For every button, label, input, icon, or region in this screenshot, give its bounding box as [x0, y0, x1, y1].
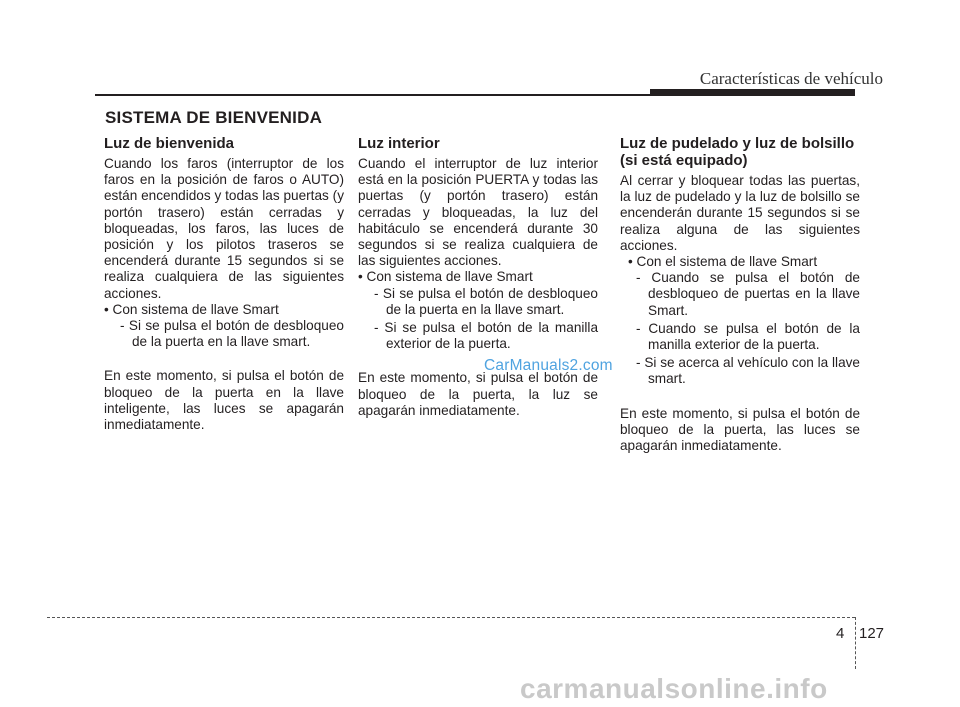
- section-title: SISTEMA DE BIENVENIDA: [105, 108, 323, 127]
- bullet-item: • Con el sistema de llave Smart: [628, 254, 818, 270]
- footer-vertical-rule: [855, 617, 856, 669]
- outro-paragraph: En este momento, si pulsa el botón de bloqueo de la puerta en la llave inteligente, las luces se apagarán inmediatamente.: [104, 368, 344, 433]
- page-number: 127: [859, 625, 885, 642]
- heading-luz-interior: Luz interior: [358, 135, 440, 152]
- dash-item: - Si se acerca al vehículo con la llave smart.: [636, 355, 860, 387]
- bullet-item: • Con sistema de llave Smart: [104, 301, 279, 317]
- intro-paragraph: Cuando el interruptor de luz interior está en la posición PUERTA y todas las puertas (y portón trasero) están cerradas y bloqueadas, la luz del habitáculo se encenderá durante 30 segundos si se realiza cualquiera de las siguientes acciones.: [358, 156, 598, 269]
- outro-paragraph: En este momento, si pulsa el botón de bloqueo de la puerta, la luz se apagarán inmediatamente.: [358, 370, 598, 418]
- column-luz-bienvenida: [104, 135, 344, 433]
- dash-item: - Si se pulsa el botón de desbloqueo de la puerta en la llave smart.: [374, 285, 598, 317]
- footer-dashed-rule: [47, 617, 855, 618]
- intro-paragraph: Cuando los faros (interruptor de los faros en la posición de faros o AUTO) están encendidos y todas las puertas (y portón trasero) están cerradas y bloqueadas, los faros, las luces de posición y los pilotos traseros se encenderá durante 15 segundos si se realiza cualquiera de las siguientes acciones.: [104, 156, 344, 301]
- outro-paragraph: En este momento, si pulsa el botón de bloqueo de la puerta, las luces se apagarán inmediatamente.: [620, 405, 860, 454]
- chapter-number: 4: [836, 625, 845, 642]
- column-luz-pudelado: [620, 135, 860, 454]
- header-title: Características de vehículo: [699, 69, 883, 88]
- dash-item: - Cuando se pulsa el botón de desbloqueo de puertas en la llave Smart.: [636, 270, 860, 318]
- heading-luz-bienvenida: Luz de bienvenida: [104, 135, 235, 152]
- heading-luz-pudelado: Luz de pudelado y luz de bolsillo (si está equipado): [620, 135, 855, 169]
- dash-item: - Cuando se pulsa el botón de la manilla exterior de la puerta.: [636, 320, 860, 353]
- site-footer-link[interactable]: carmanualsonline.info: [520, 673, 828, 704]
- watermark-link[interactable]: CarManuals2.com: [484, 357, 613, 374]
- header-rule: [95, 94, 855, 96]
- bullet-item: • Con sistema de llave Smart: [358, 269, 533, 285]
- dash-item: - Si se pulsa el botón de la manilla exterior de la puerta.: [374, 320, 598, 352]
- column-luz-interior: [358, 135, 598, 419]
- dash-item: - Si se pulsa el botón de desbloqueo de la puerta en la llave smart.: [120, 318, 344, 350]
- intro-paragraph: Al cerrar y bloquear todas las puertas, la luz de pudelado y la luz de bolsillo se encenderán durante 15 segundos si se realiza alguna de las siguientes acciones.: [620, 173, 860, 253]
